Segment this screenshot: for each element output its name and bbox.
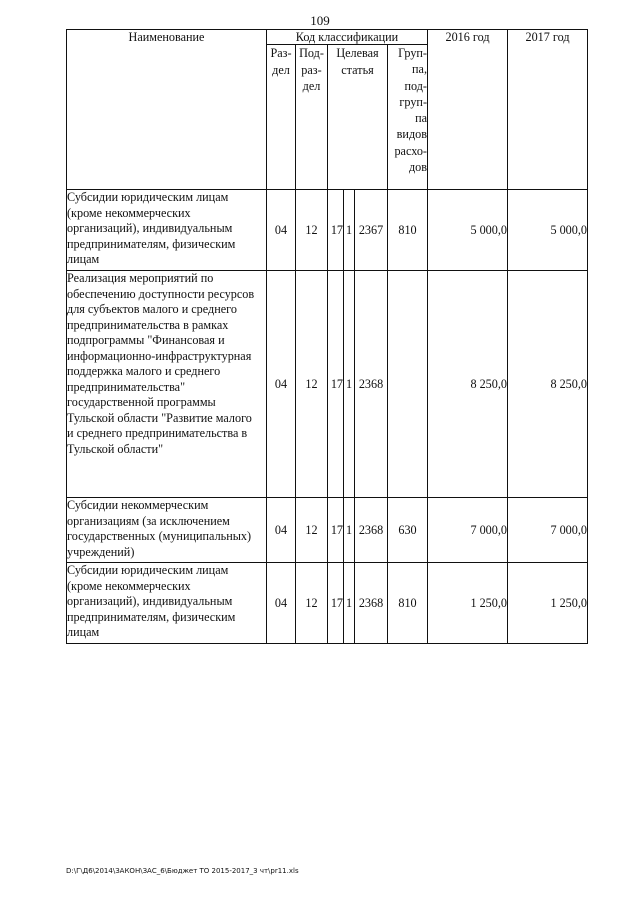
budget-table [66,29,588,644]
row-target-part-1: 17 [328,498,344,563]
row-amount-2016: 7 000,0 [428,498,508,563]
row-target-part-2: 1 [344,190,355,271]
row-target-part-3: 2368 [355,271,388,498]
header-razdel: Раз- дел [267,45,296,190]
row-amount-2017: 1 250,0 [508,563,588,644]
row-target-part-3: 2367 [355,190,388,271]
row-amount-2016: 5 000,0 [428,190,508,271]
row-amount-2017: 5 000,0 [508,190,588,271]
header-year-2017: 2017 год [508,30,588,190]
header-name: Наименование [67,30,267,190]
row-target-part-2: 1 [344,498,355,563]
row-target-part-2: 1 [344,563,355,644]
row-podrazdel: 12 [296,563,328,644]
row-target-part-3: 2368 [355,563,388,644]
row-podrazdel: 12 [296,190,328,271]
row-amount-2017: 8 250,0 [508,271,588,498]
header-target-article: Целевая статья [328,45,388,190]
row-target-part-1: 17 [328,271,344,498]
row-expense-group: 630 [388,498,428,563]
row-razdel: 04 [267,498,296,563]
row-amount-2016: 1 250,0 [428,563,508,644]
row-expense-group: 810 [388,563,428,644]
table-row [67,498,588,563]
row-razdel: 04 [267,271,296,498]
table-row [67,190,588,271]
row-podrazdel: 12 [296,498,328,563]
row-name: Субсидии юридическим лицам (кроме некоммерческих организаций), индивидуальным предпринимателям, физическим лицам [67,190,267,271]
row-podrazdel: 12 [296,271,328,498]
row-target-part-2: 1 [344,271,355,498]
table-row [67,563,588,644]
row-expense-group: 810 [388,190,428,271]
row-amount-2016: 8 250,0 [428,271,508,498]
row-name: Субсидии юридическим лицам (кроме некоммерческих организаций), индивидуальным предпринимателям, физическим лицам [67,563,267,644]
row-razdel: 04 [267,190,296,271]
header-code: Код классификации [267,30,428,45]
header-year-2016: 2016 год [428,30,508,190]
row-expense-group [388,271,428,498]
row-name: Реализация мероприятий по обеспечению доступности ресурсов для субъектов малого и среднего предпринимательства в рамках подпрограммы "Финансовая и информационно-инфраструктурная поддержка малого и среднего предпринимательства" государственной программы Тульской области "Развитие малого и среднего предпринимательства в Тульской области" [67,271,267,498]
footer-file-path: D:\Г\Д6\2014\ЗАКОН\ЗАС_6\Бюджет ТО 2015-2017_3 чт\pr11.xls [66,867,299,875]
header-podrazdel: Под- раз- дел [296,45,328,190]
row-amount-2017: 7 000,0 [508,498,588,563]
row-name: Субсидии некоммерческим организациям (за исключением государственных (муниципальных) учреждений) [67,498,267,563]
table-row [67,271,588,498]
row-target-part-1: 17 [328,563,344,644]
header-expense-group: Груп- па, под- груп- па видов расхо- дов [388,45,428,190]
row-target-part-3: 2368 [355,498,388,563]
row-razdel: 04 [267,563,296,644]
page-number: 109 [310,13,330,28]
row-target-part-1: 17 [328,190,344,271]
